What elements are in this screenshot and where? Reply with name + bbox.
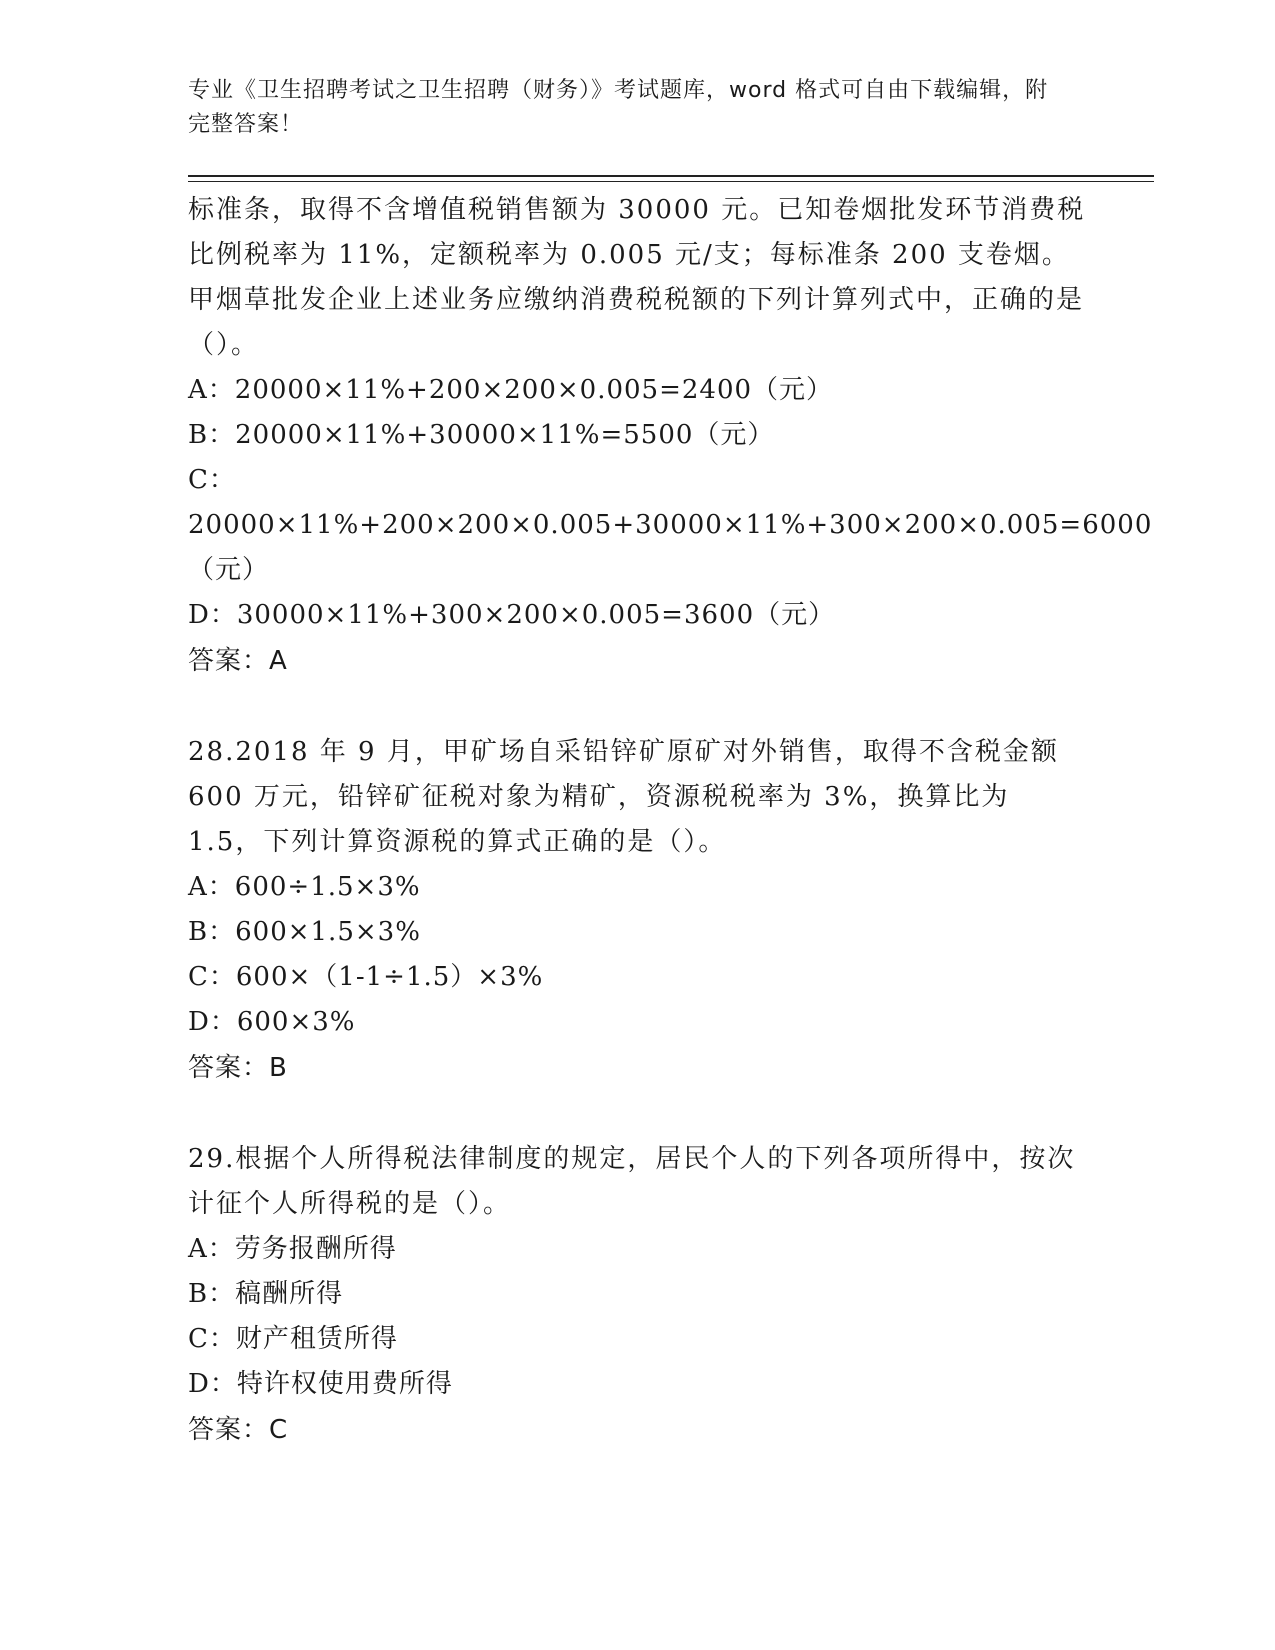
option-d: D：600×3% xyxy=(188,1007,356,1037)
question-block xyxy=(188,1137,1088,1453)
answer-line: 答案：C xyxy=(188,1415,289,1445)
question-stem: 29.根据个人所得税法律制度的规定，居民个人的下列各项所得中，按次计征个人所得税的是（）。 xyxy=(188,1144,1076,1219)
option-d: D：特许权使用费所得 xyxy=(188,1369,453,1399)
option-a: A：20000×11%+200×200×0.005=2400（元） xyxy=(188,375,834,405)
option-a: A：劳务报酬所得 xyxy=(188,1234,397,1264)
question-stem: 28.2018 年 9 月，甲矿场自采铅锌矿原矿对外销售，取得不含税金额 600 万元，铅锌矿征税对象为精矿，资源税税率为 3%，换算比为 1.5，下列计算资源税的算式正确的是（）。 xyxy=(188,737,1059,857)
option-d: D：30000×11%+300×200×0.005=3600（元） xyxy=(188,600,836,630)
option-a: A：600÷1.5×3% xyxy=(188,872,421,902)
option-b: B：稿酬所得 xyxy=(188,1279,344,1309)
answer-line: 答案：B xyxy=(188,1053,288,1083)
question-stem: 标准条，取得不含增值税销售额为 30000 元。已知卷烟批发环节消费税比例税率为 11%，定额税率为 0.005 元/支；每标准条 200 支卷烟。甲烟草批发企业上述业务应缴纳消费税税额的下列计算列式中，正确的是（）。 xyxy=(188,195,1086,360)
option-c: C：600×（1-1÷1.5）×3% xyxy=(188,962,544,992)
option-c: C：财产租赁所得 xyxy=(188,1324,398,1354)
question-block xyxy=(188,730,1088,1091)
option-b: B：600×1.5×3% xyxy=(188,917,421,947)
header-divider-thick xyxy=(188,175,1154,177)
option-b: B：20000×11%+30000×11%=5500（元） xyxy=(188,420,775,450)
option-c: C：20000×11%+200×200×0.005+30000×11%+300×200×0.005=6000（元） xyxy=(188,465,1153,585)
question-block xyxy=(188,188,1153,684)
header-divider-thin xyxy=(188,181,1154,182)
answer-line: 答案：A xyxy=(188,646,288,676)
document-header: 专业《卫生招聘考试之卫生招聘（财务）》考试题库，word 格式可自由下载编辑，附完整答案！ xyxy=(188,78,1049,137)
question-list xyxy=(188,188,1153,1499)
